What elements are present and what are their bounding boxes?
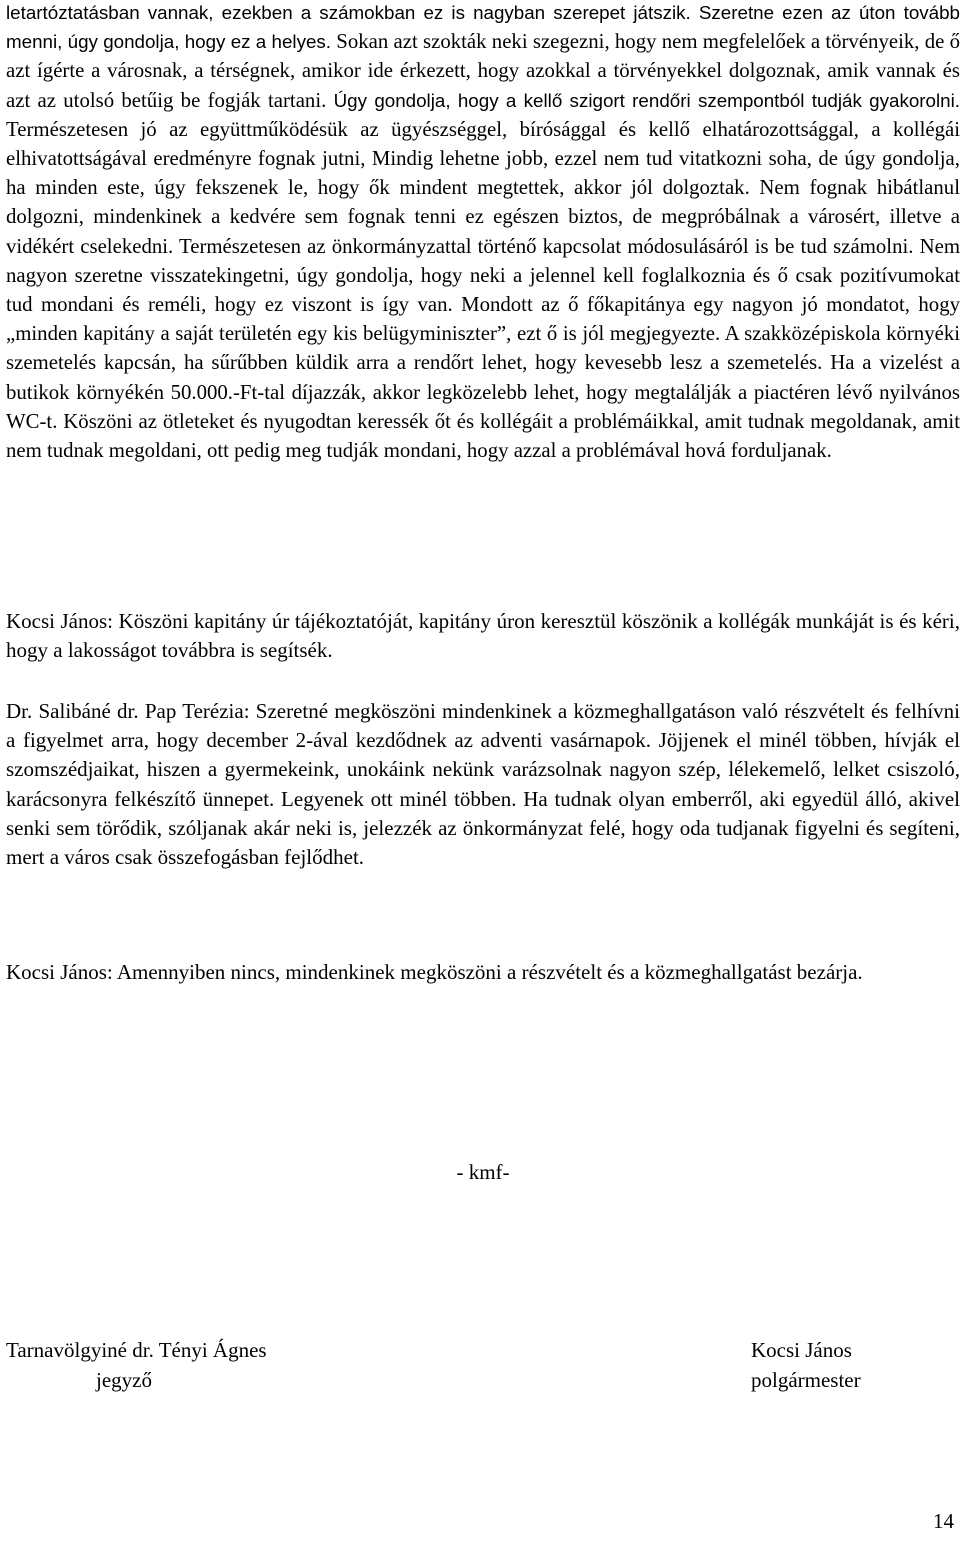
signature-block-mayor [751,1336,861,1395]
closing-mark: - kmf- [456,1160,510,1184]
paragraph-salibane: Dr. Salibáné dr. Pap Terézia: Szeretné megköszöni mindenkinek a közmeghallgatáson való részvételt és felhívni a figyelmet arra, hogy december 2-ával kezdődnek az adventi vasárnapok. Jöjjenek el minél többen, hívják el szomszédjaikat, hiszen a gyermekeink, unokáink nekünk varázsolnak nagyon szép, lélekemelő, lelket csiszoló, karácsonyra felkészítő ünnepet. Legyenek ott minél többen. Ha tudnak olyan emberről, aki egyedül álló, akivel senki sem törődik, szóljanak akár neki is, jelezzék az önkormányzat felé, hogy oda tudjanak figyelni és segíteni, mert a város csak összefogásban fejlődhet. [6,699,960,870]
text-run: Nem fognak hibátlanul dolgozni, mindenkinek a kedvére sem fognak tenni ez egészen biztos, de megpróbálnak a városért, illetve a vidékért cselekedni. Természetesen az önkormányzattal történő kapcsolat módosulásáról is be tud számolni. Nem nagyon szeretne visszatekingetni, úgy gondolja, hogy neki a jelennel kell foglalkoznia és ő csak pozitívumokat tud mondani és reméli, hogy ez viszont is így van. Mondott az ő főkapitánya egy nagyon jó mondatot, hogy „minden kapitány a saját területén egy kis belügyminiszter”, ezt ő is jól megjegyezte. A szakközépiskola környéki szemetelés kapcsán, ha sűrűbben küldik arra a rendőrt lehet, hogy kevesebb lesz a szemetelés. Ha a vizelést a butikok környékén 50.000.-Ft-tal díjazzák, akkor legközelebb lehet, hogy megtalálják a piactéren lévő nyilvános WC-t. Köszöni az ötleteket és nyugodtan keressék őt és kollégáit a problémáikkal, amit tudnak megoldanak, amit nem tudnak megoldani, ott pedig meg tudják mondani, hogy azzal a problémával hová forduljanak. [6,176,960,463]
text-run: Úgy gondolja, hogy a kellő szigort rendőri szempontból tudják gyakorolni. [326,89,960,111]
signature-name: Kocsi János [751,1338,852,1362]
text-run: Sokan azt szokták neki szegezni, hogy nem megfelelőek a törvényeik, de ő azt ígérte a városnak, a térségnek, amikor ide érkezett, hogy azokkal a törvényekkel dolgoznak, amik vannak és azt az utolsó betűig be fogják tartani. [6,30,960,112]
text-run: letartóztatásban vannak, ezekben a számokban ez is nagyban szerepet játszik. Szeretne ezen az úton tovább menni, úgy gondolja, hogy ez a helyes. [6,2,960,53]
text-run: Természetesen jó az együttműködésük az ügyészséggel, bírósággal és kellő elhatározottsággal, a kollégái elhivatottságával eredményre fognak jutni, Mindig lehetne jobb, ezzel nem tud vitatkozni soha, de úgy gondolja, ha minden este, úgy fekszenek le, hogy ők mindent megtettek, akkor jól dolgoztak. [6,117,960,200]
signature-title: jegyző [96,1367,152,1392]
signature-block-notary [6,1336,267,1395]
paragraph-police-report [6,0,960,465]
document-page [6,0,960,1543]
signature-title: polgármester [751,1367,861,1392]
page-number: 14 [933,1509,954,1533]
paragraph-kocsi-thanks: Kocsi János: Köszöni kapitány úr tájékoztatóját, kapitány úron keresztül köszönik a kollégák munkáját is és kéri, hogy a lakosságot továbbra is segítsék. [6,609,960,663]
signature-name: Tarnavölgyiné dr. Tényi Ágnes [6,1338,267,1362]
paragraph-kocsi-closing: Kocsi János: Amennyiben nincs, mindenkinek megköszöni a részvételt és a közmeghallgatást bezárja. [6,960,863,984]
